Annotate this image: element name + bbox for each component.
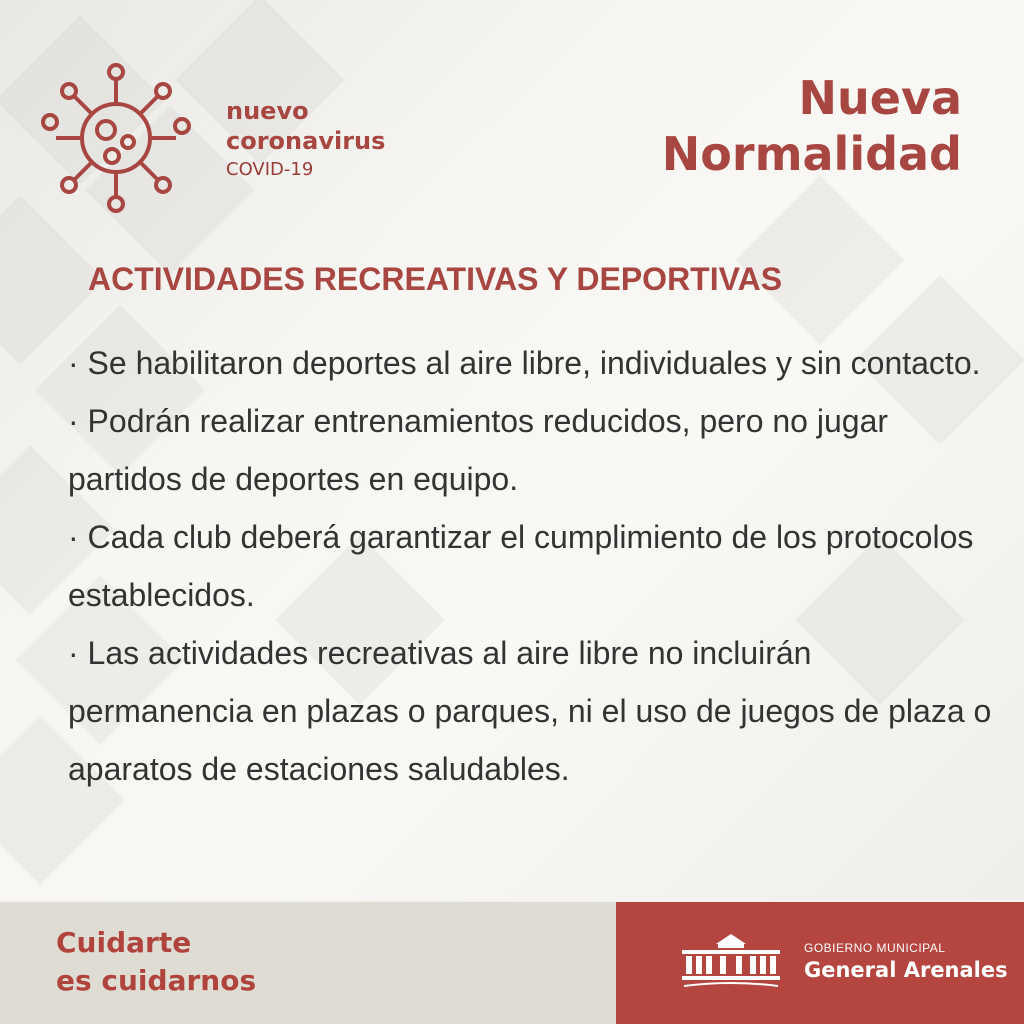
brand-block	[226, 96, 385, 182]
list-item: · Se habilitaron deportes al aire libre, individuales y sin contacto.	[68, 345, 981, 381]
brand-line-2: coronavirus	[226, 127, 386, 155]
slogan	[56, 924, 256, 1000]
info-list	[68, 334, 998, 798]
muni-name: General Arenales	[804, 958, 1008, 982]
headline	[542, 70, 962, 182]
list-item: · Las actividades recreativas al aire libre no incluirán permanencia en plazas o parques, ni el uso de juegos de plaza o aparatos de estaciones saludables.	[68, 635, 992, 787]
municipal-building-icon	[680, 930, 782, 990]
brand-line-3: COVID-19	[226, 159, 314, 180]
list-item: · Podrán realizar entrenamientos reducidos, pero no jugar partidos de deportes en equipo.	[68, 403, 889, 497]
muni-small-text: GOBIERNO MUNICIPAL	[804, 941, 946, 955]
municipality-label	[804, 940, 1008, 984]
headline-line-2: Normalidad	[661, 127, 962, 181]
slogan-line-1: Cuidarte	[56, 926, 192, 959]
brand-line-1: nuevo	[226, 97, 309, 125]
headline-line-1: Nueva	[798, 71, 962, 125]
list-item: · Cada club deberá garantizar el cumplimiento de los protocolos establecidos.	[68, 519, 974, 613]
slogan-line-2: es cuidarnos	[56, 964, 257, 997]
virus-icon	[40, 62, 192, 214]
section-title: ACTIVIDADES RECREATIVAS Y DEPORTIVAS	[88, 261, 783, 297]
